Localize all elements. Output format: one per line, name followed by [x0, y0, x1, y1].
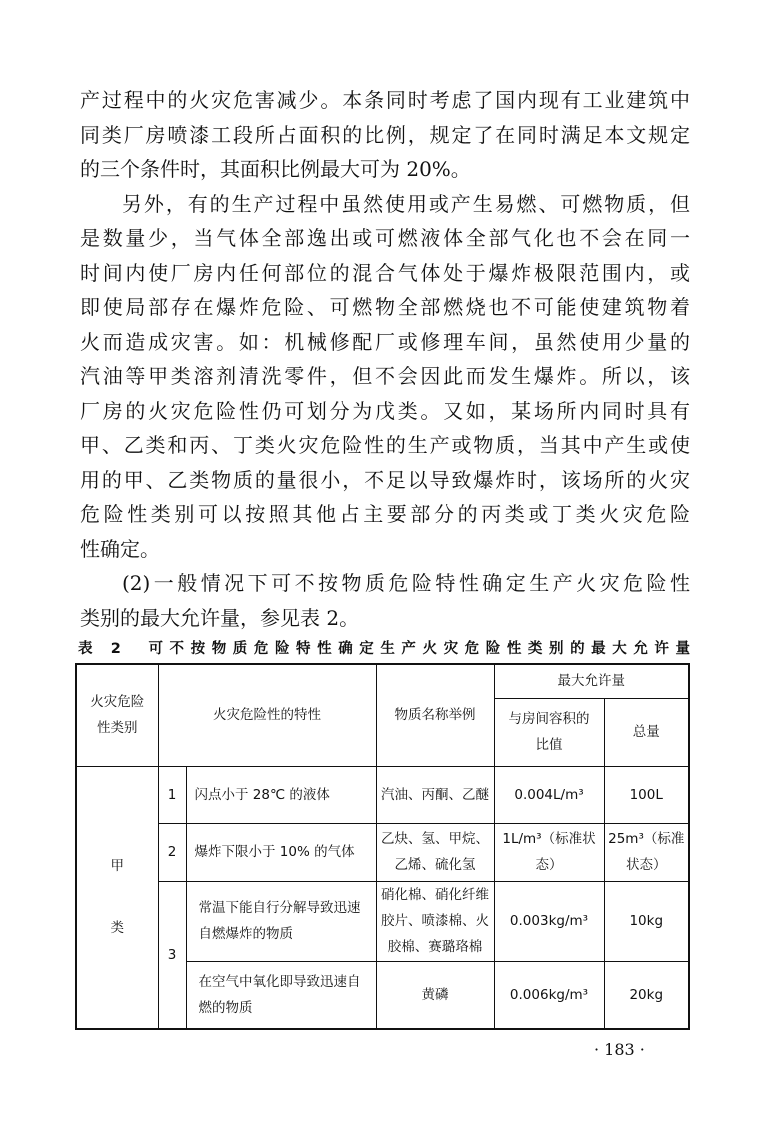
- row-no: 1: [158, 766, 186, 823]
- row-total: 10kg: [604, 881, 689, 961]
- text-line: 产过程中的火灾危害减少。本条同时考虑了国内现有工业建筑中: [80, 88, 690, 112]
- text-line: 危险性类别可以按照其他占主要部分的丙类或丁类火灾危险: [80, 502, 690, 526]
- text-line: 时间内使厂房内任何部位的混合气体处于爆炸极限范围内，或: [80, 261, 690, 285]
- text-line: 用的甲、乙类物质的量很小，不足以导致爆炸时，该场所的火灾: [80, 468, 690, 492]
- text-line: 厂房的火灾危险性仍可划分为戊类。又如，某场所内同时具有: [80, 399, 690, 423]
- row-total: 20kg: [604, 961, 689, 1029]
- row-ratio: 0.006kg/m³: [494, 961, 604, 1029]
- row-no: 3: [158, 881, 186, 1029]
- text-line: 的三个条件时，其面积比例最大可为 20%。: [80, 157, 471, 181]
- text-line: 同类厂房喷漆工段所占面积的比例，规定了在同时满足本文规定: [80, 123, 690, 147]
- row-ratio: 0.004L/m³: [494, 766, 604, 823]
- row-total: 100L: [604, 766, 689, 823]
- row-total: 25m³（标准状态）: [604, 823, 689, 881]
- header-ratio: 与房间容积的比值: [494, 698, 604, 766]
- text-line: 另外，有的生产过程中虽然使用或产生易燃、可燃物质，但: [122, 192, 690, 216]
- header-property: 火灾危险性的特性: [158, 664, 376, 766]
- text-line: 类别的最大允许量，参见表 2。: [80, 606, 360, 630]
- category-a: 甲: [110, 858, 124, 875]
- text-line: 汽油等甲类溶剂清洗零件，但不会因此而发生爆炸。所以，该: [80, 364, 690, 388]
- text-line: 火而造成灾害。如：机械修配厂或修理车间，虽然使用少量的: [80, 330, 690, 354]
- row-examples: 汽油、丙酮、乙醚: [376, 766, 494, 823]
- table-caption: 表 2 可不按物质危险特性确定生产火灾危险性类别的最大允许量: [78, 641, 690, 657]
- header-category: 火灾危险性类别: [76, 664, 158, 766]
- row-ratio: 0.003kg/m³: [494, 881, 604, 961]
- row-examples: 乙炔、氢、甲烷、乙烯、硫化氢: [376, 823, 494, 881]
- text-line: 是数量少，当气体全部逸出或可燃液体全部气化也不会在同一: [80, 226, 690, 250]
- header-total: 总量: [604, 698, 689, 766]
- row-property: 在空气中氧化即导致迅速自燃的物质: [186, 961, 376, 1029]
- text-line: 甲、乙类和丙、丁类火灾危险性的生产或物质，当其中产生或使: [80, 433, 690, 457]
- allowance-table: [75, 663, 690, 1030]
- row-examples: 硝化棉、硝化纤维胶片、喷漆棉、火胶棉、赛璐珞棉: [376, 881, 494, 961]
- text-line: 即使局部存在爆炸危险、可燃物全部燃烧也不可能使建筑物着: [80, 295, 690, 319]
- text-line: 性确定。: [80, 537, 160, 561]
- row-property: 爆炸下限小于 10% 的气体: [186, 823, 376, 881]
- header-examples: 物质名称举例: [376, 664, 494, 766]
- row-examples: 黄磷: [376, 961, 494, 1029]
- category-b: 类: [110, 920, 124, 937]
- row-no: 2: [158, 823, 186, 881]
- row-property: 闪点小于 28℃ 的液体: [186, 766, 376, 823]
- page-number: · 183 ·: [594, 1040, 645, 1059]
- header-max: 最大允许量: [494, 664, 689, 698]
- row-ratio: 1L/m³（标准状态）: [494, 823, 604, 881]
- row-property: 常温下能自行分解导致迅速自燃爆炸的物质: [186, 881, 376, 961]
- text-line: (2)一般情况下可不按物质危险特性确定生产火灾危险性: [122, 571, 690, 595]
- category-cell: [76, 766, 158, 1029]
